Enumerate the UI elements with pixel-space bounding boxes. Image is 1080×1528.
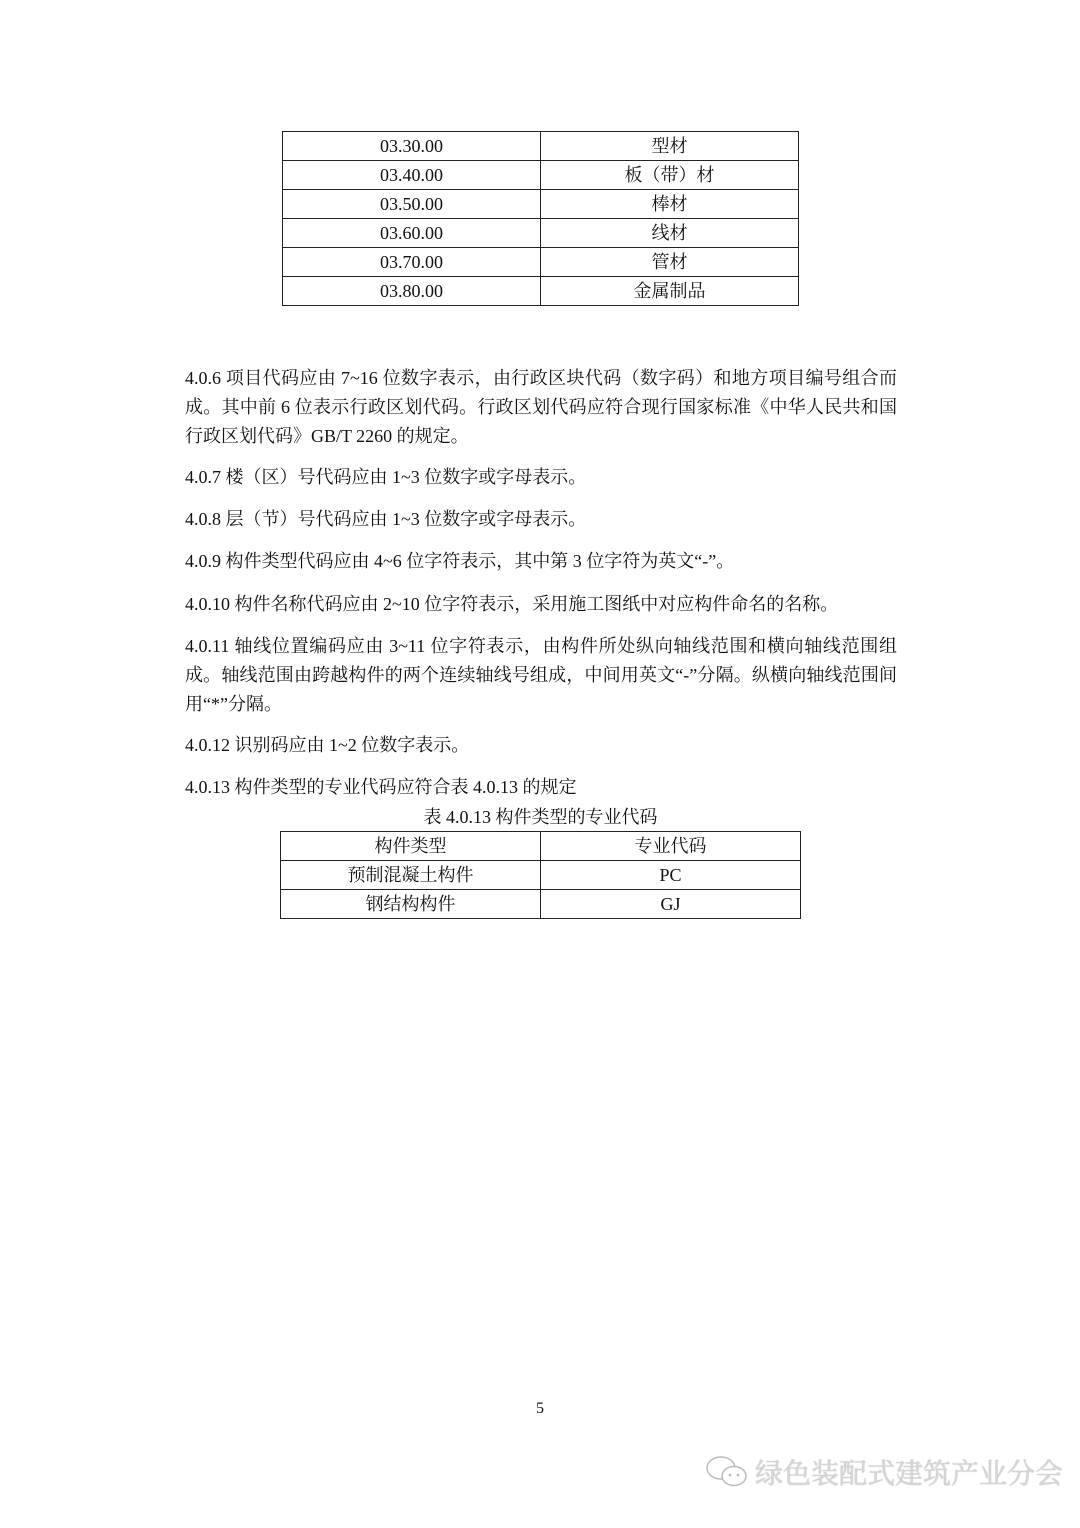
table-cell: 钢结构构件 <box>281 890 541 919</box>
page-number: 5 <box>536 1400 544 1417</box>
table-header-cell: 构件类型 <box>281 832 541 861</box>
table-row <box>283 161 799 190</box>
table-row <box>283 277 799 306</box>
table-row <box>283 248 799 277</box>
table-cell: 型材 <box>541 132 799 161</box>
table-cell: 03.60.00 <box>283 219 541 248</box>
table-row <box>283 190 799 219</box>
table-cell: 线材 <box>541 219 799 248</box>
table-row <box>283 219 799 248</box>
clause-4-0-9: 4.0.9 构件类型代码应由 4~6 位字符表示，其中第 3 位字符为英文“-”。 <box>185 551 735 571</box>
material-code-table <box>282 131 799 306</box>
table-row <box>283 132 799 161</box>
table-cell: PC <box>541 861 801 890</box>
table-cell: 板（带）材 <box>541 161 799 190</box>
clause-4-0-13: 4.0.13 构件类型的专业代码应符合表 4.0.13 的规定 <box>185 777 577 797</box>
table-cell: 金属制品 <box>541 277 799 306</box>
clause-4-0-7: 4.0.7 楼（区）号代码应由 1~3 位数字或字母表示。 <box>185 467 587 487</box>
watermark-text: 绿色装配式建筑产业分会 <box>755 1457 1064 1490</box>
table-row <box>281 861 801 890</box>
clause-4-0-11: 4.0.11 轴线位置编码应由 3~11 位字符表示，由构件所处纵向轴线范围和横向轴线范围组成。轴线范围由跨越构件的两个连续轴线号组成，中间用英文“-”分隔。纵横向轴线范围间用“*”分隔。 <box>185 636 897 714</box>
table-cell: 03.70.00 <box>283 248 541 277</box>
table-cell: 03.80.00 <box>283 277 541 306</box>
specialty-code-table <box>280 831 801 919</box>
table-cell: 管材 <box>541 248 799 277</box>
table-header-cell: 专业代码 <box>541 832 801 861</box>
watermark <box>705 1452 1063 1492</box>
clause-4-0-10: 4.0.10 构件名称代码应由 2~10 位字符表示，采用施工图纸中对应构件命名的名称。 <box>185 594 839 614</box>
table-cell: 棒材 <box>541 190 799 219</box>
table-cell: 03.50.00 <box>283 190 541 219</box>
clause-4-0-6: 4.0.6 项目代码应由 7~16 位数字表示，由行政区块代码（数字码）和地方项目编号组合而成。其中前 6 位表示行政区划代码。行政区划代码应符合现行国家标准《中华人民共和国行政区划代码》GB/T 2260 的规定。 <box>185 368 897 446</box>
table-cell: 预制混凝土构件 <box>281 861 541 890</box>
table-cell: 03.30.00 <box>283 132 541 161</box>
table-caption: 表 4.0.13 构件类型的专业代码 <box>423 807 658 827</box>
clause-4-0-8: 4.0.8 层（节）号代码应由 1~3 位数字或字母表示。 <box>185 509 587 529</box>
table-row <box>281 890 801 919</box>
clause-4-0-12: 4.0.12 识别码应由 1~2 位数字表示。 <box>185 735 470 755</box>
wechat-icon <box>705 1455 749 1489</box>
table-header-row <box>281 832 801 861</box>
table-cell: GJ <box>541 890 801 919</box>
table-cell: 03.40.00 <box>283 161 541 190</box>
